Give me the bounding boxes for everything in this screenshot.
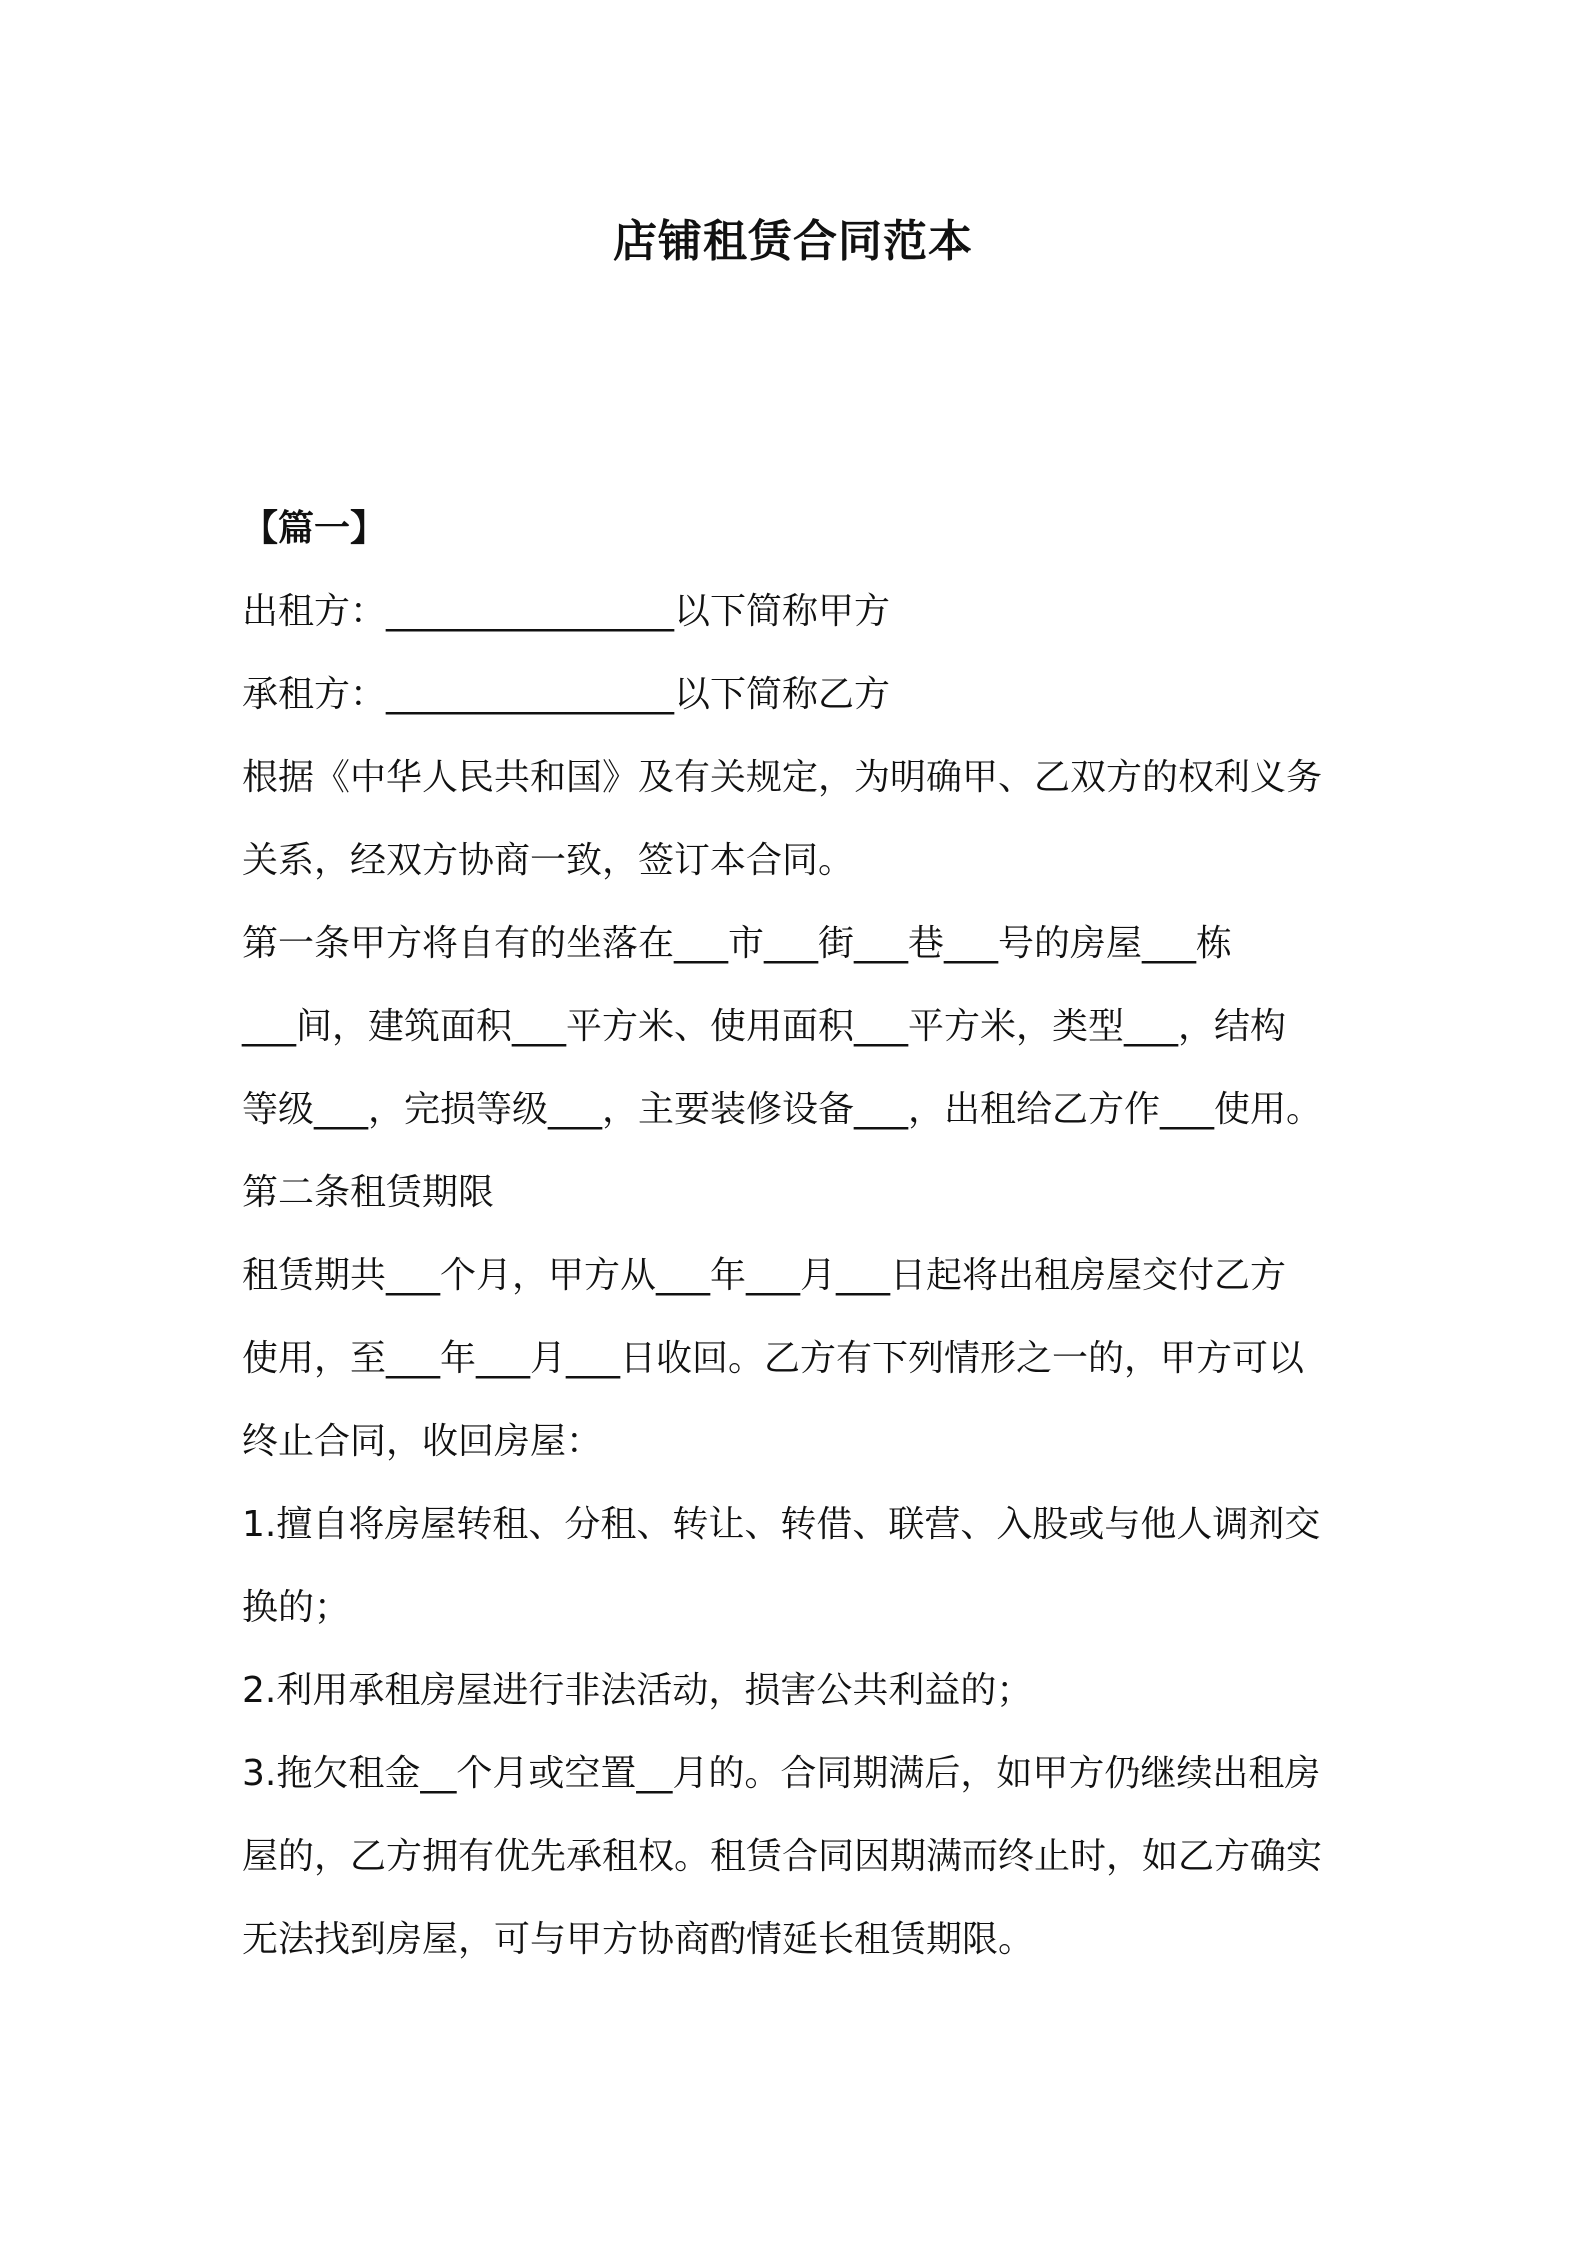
clause-1-line-1: 1.擅自将房屋转租、分租、转让、转借、联营、入股或与他人调剂交 (242, 1504, 1321, 1545)
document-title: 店铺租赁合同范本 (613, 216, 973, 267)
clause-3-line-3: 无法找到房屋，可与甲方协商酌情延长租赁期限。 (242, 1919, 1035, 1960)
article-2-heading: 第二条租赁期限 (242, 1172, 495, 1213)
section-label: 【篇一】 (242, 508, 387, 549)
article-1-line-1: 第一条甲方将自有的坐落在___市___街___巷___号的房屋___栋 (242, 923, 1233, 964)
article-2-line-1: 租赁期共___个月，甲方从___年___月___日起将出租房屋交付乙方 (242, 1255, 1287, 1296)
article-1-line-2: ___间，建筑面积___平方米、使用面积___平方米，类型___，结构 (242, 1006, 1287, 1047)
clause-1-line-2: 换的； (242, 1587, 351, 1628)
lessor-line: 出租方：________________以下简称甲方 (242, 591, 891, 632)
clause-2-line: 2.利用承租房屋进行非法活动，损害公共利益的； (242, 1670, 1033, 1711)
preamble-line-2: 关系，经双方协商一致，签订本合同。 (242, 840, 855, 881)
document-body (242, 487, 1362, 1981)
preamble-line-1: 根据《中华人民共和国》及有关规定，为明确甲、乙双方的权利义务 (242, 757, 1323, 798)
article-2-line-3: 终止合同，收回房屋： (242, 1421, 603, 1462)
article-1-line-3: 等级___，完损等级___，主要装修设备___，出租给乙方作___使用。 (242, 1089, 1323, 1130)
article-2-line-2: 使用，至___年___月___日收回。乙方有下列情形之一的，甲方可以 (242, 1338, 1305, 1379)
lessee-line: 承租方：________________以下简称乙方 (242, 674, 891, 715)
clause-3-line-2: 屋的，乙方拥有优先承租权。租赁合同因期满而终止时，如乙方确实 (242, 1836, 1323, 1877)
clause-3-line-1: 3.拖欠租金__个月或空置__月的。合同期满后，如甲方仍继续出租房 (242, 1753, 1321, 1794)
